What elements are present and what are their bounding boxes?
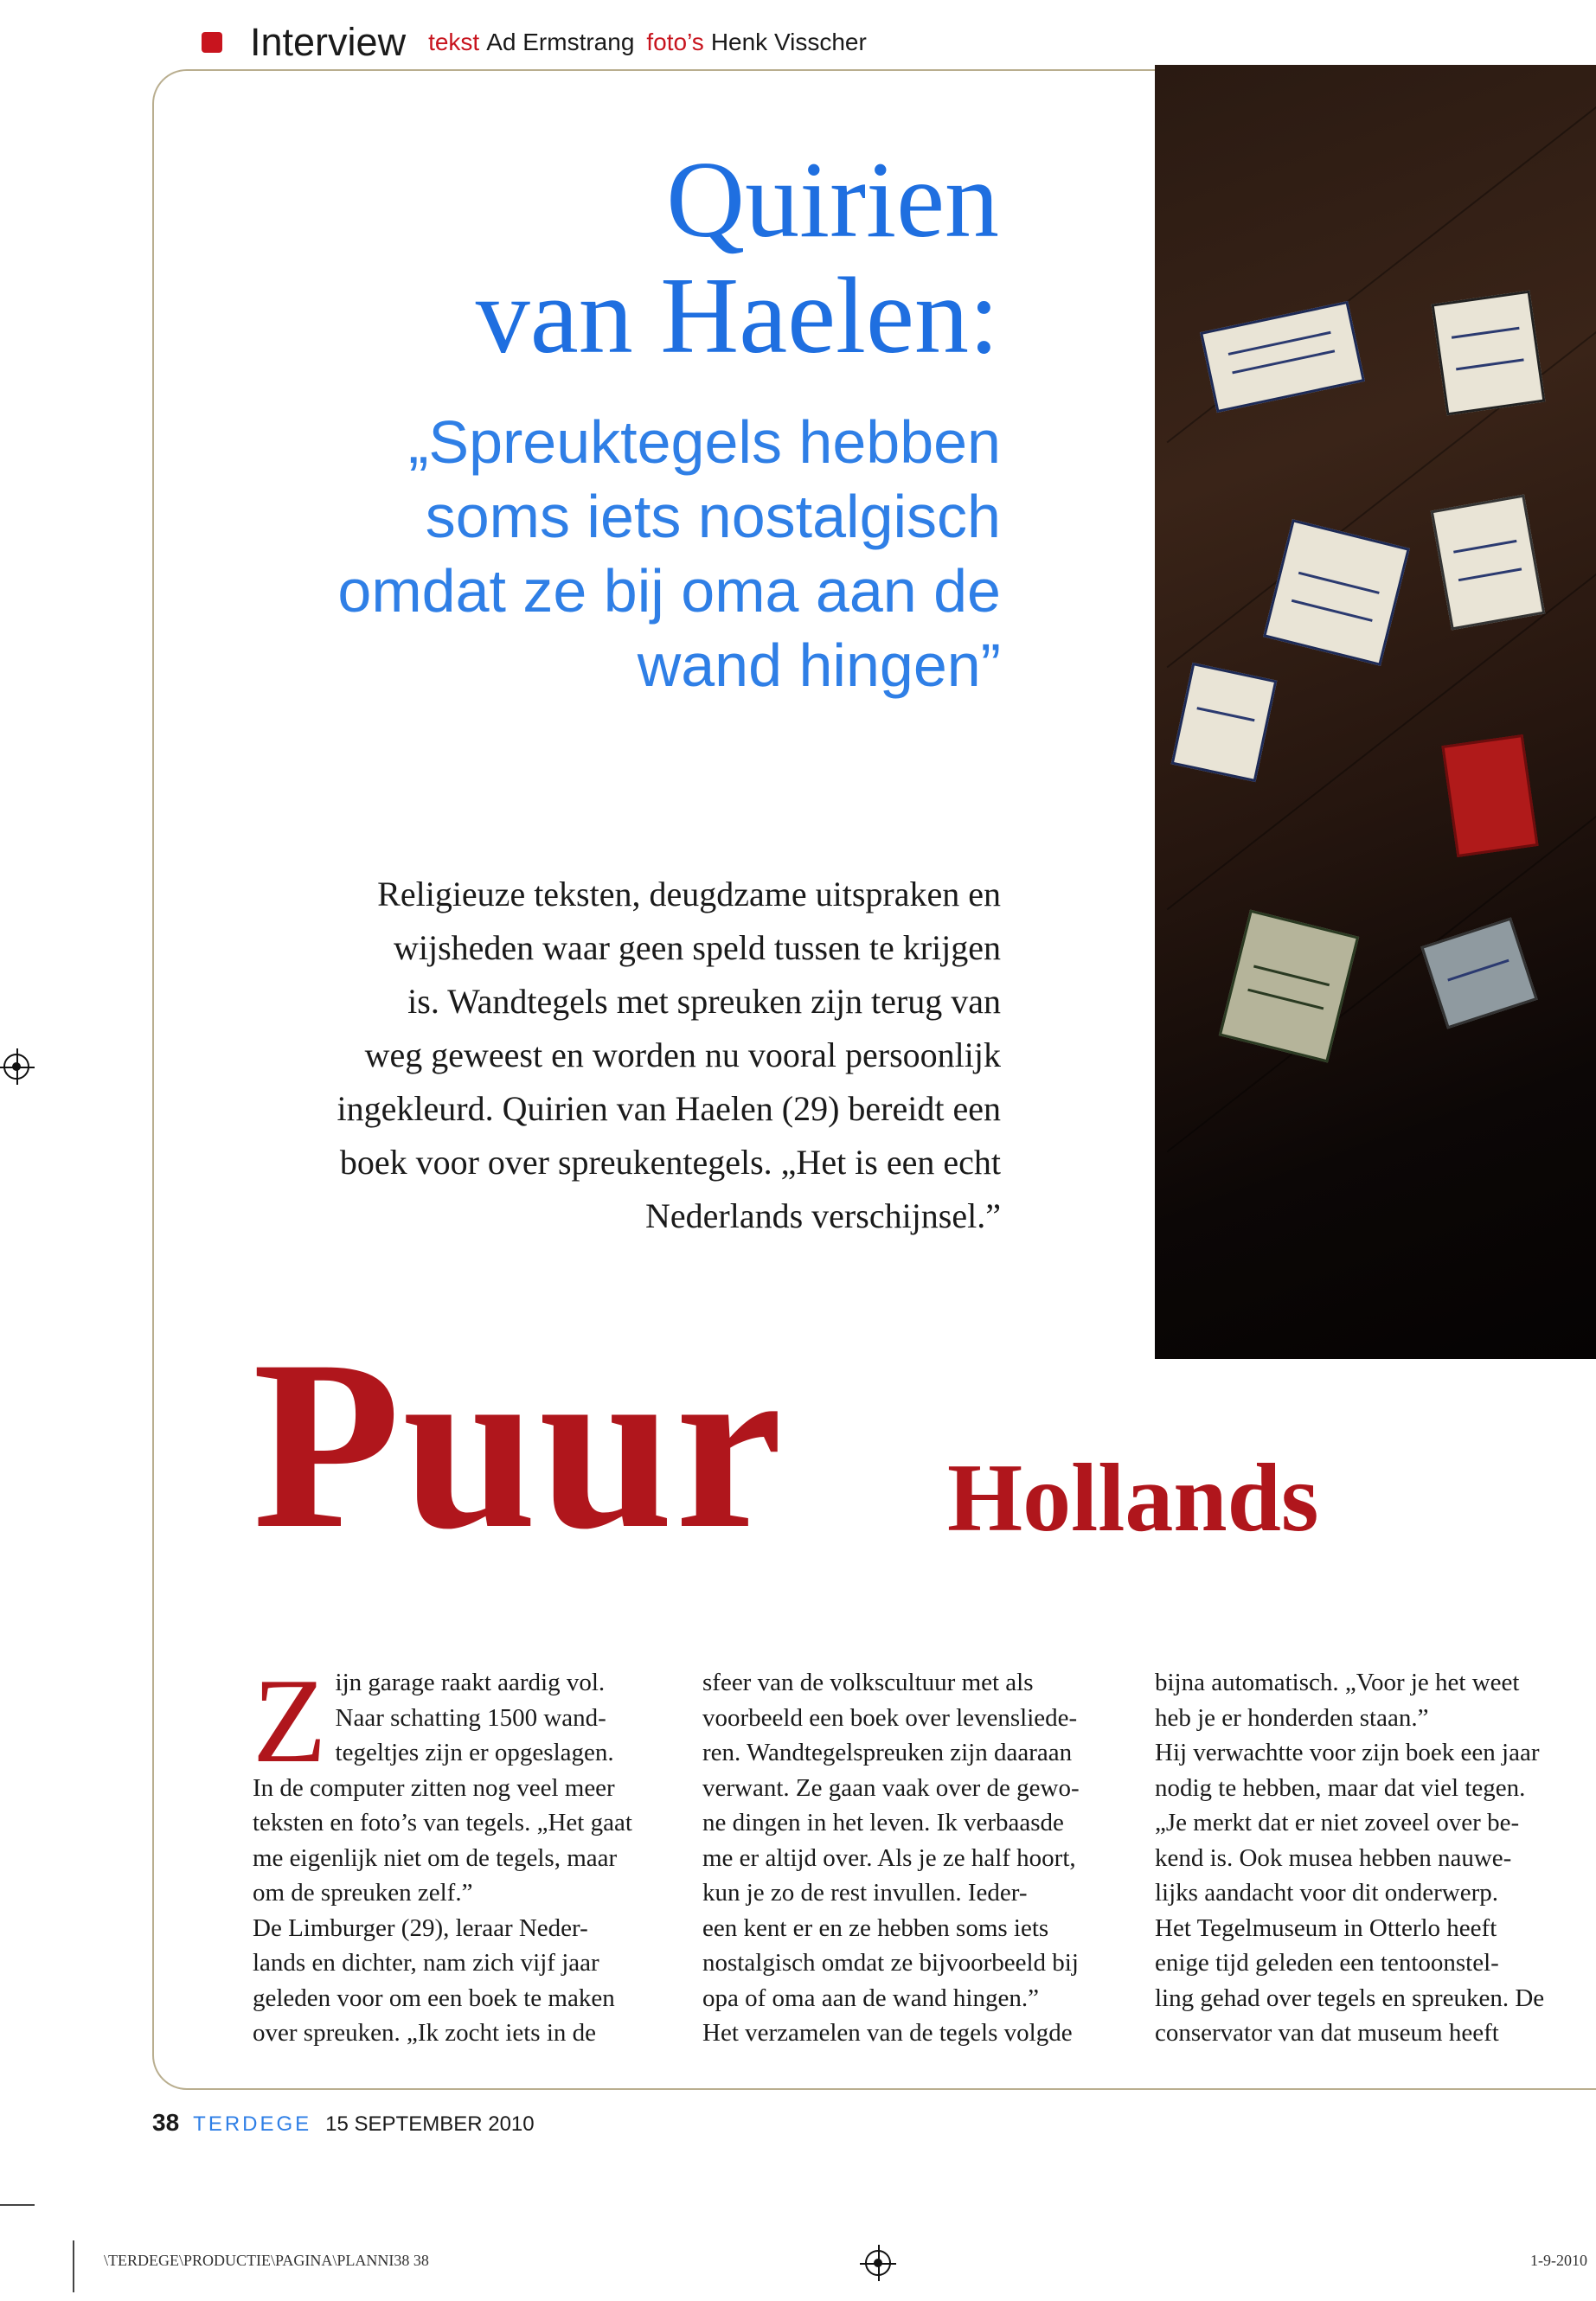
body-line: een kent er en ze hebben soms iets [702,1913,1049,1942]
body-line: nostalgisch omdat ze bijvoorbeeld bij [702,1949,1079,1977]
article-header [202,19,872,66]
trim-mark [0,2204,35,2206]
pull-quote-line: wand hingen” [637,631,1001,699]
page-footer [152,2109,535,2137]
body-line: verwant. Ze gaan vaak over de gewo- [702,1773,1080,1802]
registration-mark-icon [865,2250,891,2276]
body-line: lijks aandacht voor dit onderwerp. [1155,1879,1499,1907]
body-line: ne dingen in het leven. Ik verbaasde [702,1809,1064,1836]
body-line: Het Tegelmuseum in Otterlo heeft [1155,1913,1497,1942]
body-line: De Limburger (29), leraar Neder- [253,1913,588,1942]
body-line: Naar schatting 1500 wand- [335,1703,606,1732]
photo-credit-author: Henk Visscher [710,29,867,55]
text-credit-label: tekst [428,29,480,55]
body-line: „Je merkt dat er niet zoveel over be- [1155,1809,1520,1836]
trim-mark [73,2240,74,2292]
body-line: nodig te hebben, maar dat viel tegen. [1155,1773,1526,1802]
headline-hollands: Hollands [947,1445,1319,1552]
body-line: kend is. Ook musea hebben nauwe- [1155,1843,1512,1872]
photo-credit-label: foto’s [646,29,704,55]
intro-line: boek voor over spreukentegels. „Het is een echt [339,1143,1001,1182]
pull-quote-line: soms iets nostalgisch [425,483,1001,550]
body-column-3 [1155,1665,1570,2051]
photo-tile [1441,734,1538,857]
body-line: sfeer van de volkscultuur met als [702,1669,1034,1696]
title-line-1: Quirien [666,140,999,260]
page-number: 38 [152,2109,180,2136]
headline-main [253,1310,785,1579]
body-line: In de computer zitten nog veel meer [253,1773,615,1802]
pull-quote-line: „Spreuktegels hebben [408,408,1001,476]
body-line: om de spreuken zelf.” [253,1879,473,1907]
category-label: Interview [250,20,407,64]
photo-tile [1263,519,1410,666]
text-credit-author: Ad Ermstrang [486,29,635,55]
issue-date: 15 SEPTEMBER 2010 [325,2112,535,2136]
production-slug: \TERDEGE\PRODUCTIE\PAGINA\PLANNI38 38 [104,2252,429,2269]
intro-line: is. Wandtegels met spreuken zijn terug van [407,982,1001,1021]
body-line: enige tijd geleden een tentoonstel- [1155,1949,1499,1977]
body-line: kun je zo de rest invullen. Ieder- [702,1879,1028,1907]
article-title [475,140,999,376]
intro-line: wijsheden waar geen speld tussen te krijgen [393,928,1001,967]
drop-cap: Z [253,1654,327,1788]
registration-mark-icon [3,1054,29,1080]
photo-tile [1171,663,1278,782]
credits [428,29,872,56]
photo-tile [1200,301,1365,413]
category-marker [202,32,222,53]
body-line: over spreuken. „Ik zocht iets in de [253,2019,596,2047]
body-line: ren. Wandtegelspreuken zijn daaraan [702,1739,1073,1766]
title-line-2: van Haelen: [475,256,999,376]
headline-puur: Puur [253,1310,785,1579]
body-line: ling gehad over tegels en spreuken. De [1155,1984,1545,2012]
body-line: opa of oma aan de wand hingen.” [702,1984,1039,2012]
body-line: geleden voor om een boek te maken [253,1984,615,2012]
photo-tile [1420,917,1538,1029]
body-line: bijna automatisch. „Voor je het weet [1155,1669,1520,1696]
photo-tile [1219,910,1359,1063]
body-column-1 [253,1654,676,2051]
production-date: 1-9-2010 [1530,2252,1587,2269]
intro-paragraph [240,868,1001,1243]
body-line: me eigenlijk niet om de tegels, maar [253,1843,618,1872]
body-line: me er altijd over. Als je ze half hoort, [702,1843,1076,1872]
body-line: heb je er honderden staan.” [1155,1703,1429,1732]
body-line: teksten en foto’s van tegels. „Het gaat [253,1809,632,1836]
intro-line: weg geweest en worden nu vooral persoonlijk [364,1035,1001,1074]
body-line: voorbeeld een boek over levensliede- [702,1703,1078,1732]
magazine-name: TERDEGE [193,2112,312,2136]
body-line: Hij verwachtte voor zijn boek een jaar [1155,1739,1540,1766]
pull-quote [337,405,1001,702]
intro-line: Nederlands verschijnsel.” [645,1196,1001,1235]
intro-line: Religieuze teksten, deugdzame uitspraken en [377,875,1001,913]
body-line: lands en dichter, nam zich vijf jaar [253,1949,599,1977]
body-column-2 [702,1665,1126,2051]
intro-line: ingekleurd. Quirien van Haelen (29) bereidt een [337,1089,1001,1128]
pull-quote-line: omdat ze bij oma aan de [337,557,1001,625]
photo-tile [1432,291,1546,416]
tiles-photo [1155,65,1596,1359]
body-line: ijn garage raakt aardig vol. [335,1669,606,1696]
body-line: Het verzamelen van de tegels volgde [702,2019,1073,2047]
body-line: conservator van dat museum heeft [1155,2019,1499,2047]
body-line: tegeltjes zijn er opgeslagen. [335,1739,614,1766]
photo-tile [1431,495,1546,631]
